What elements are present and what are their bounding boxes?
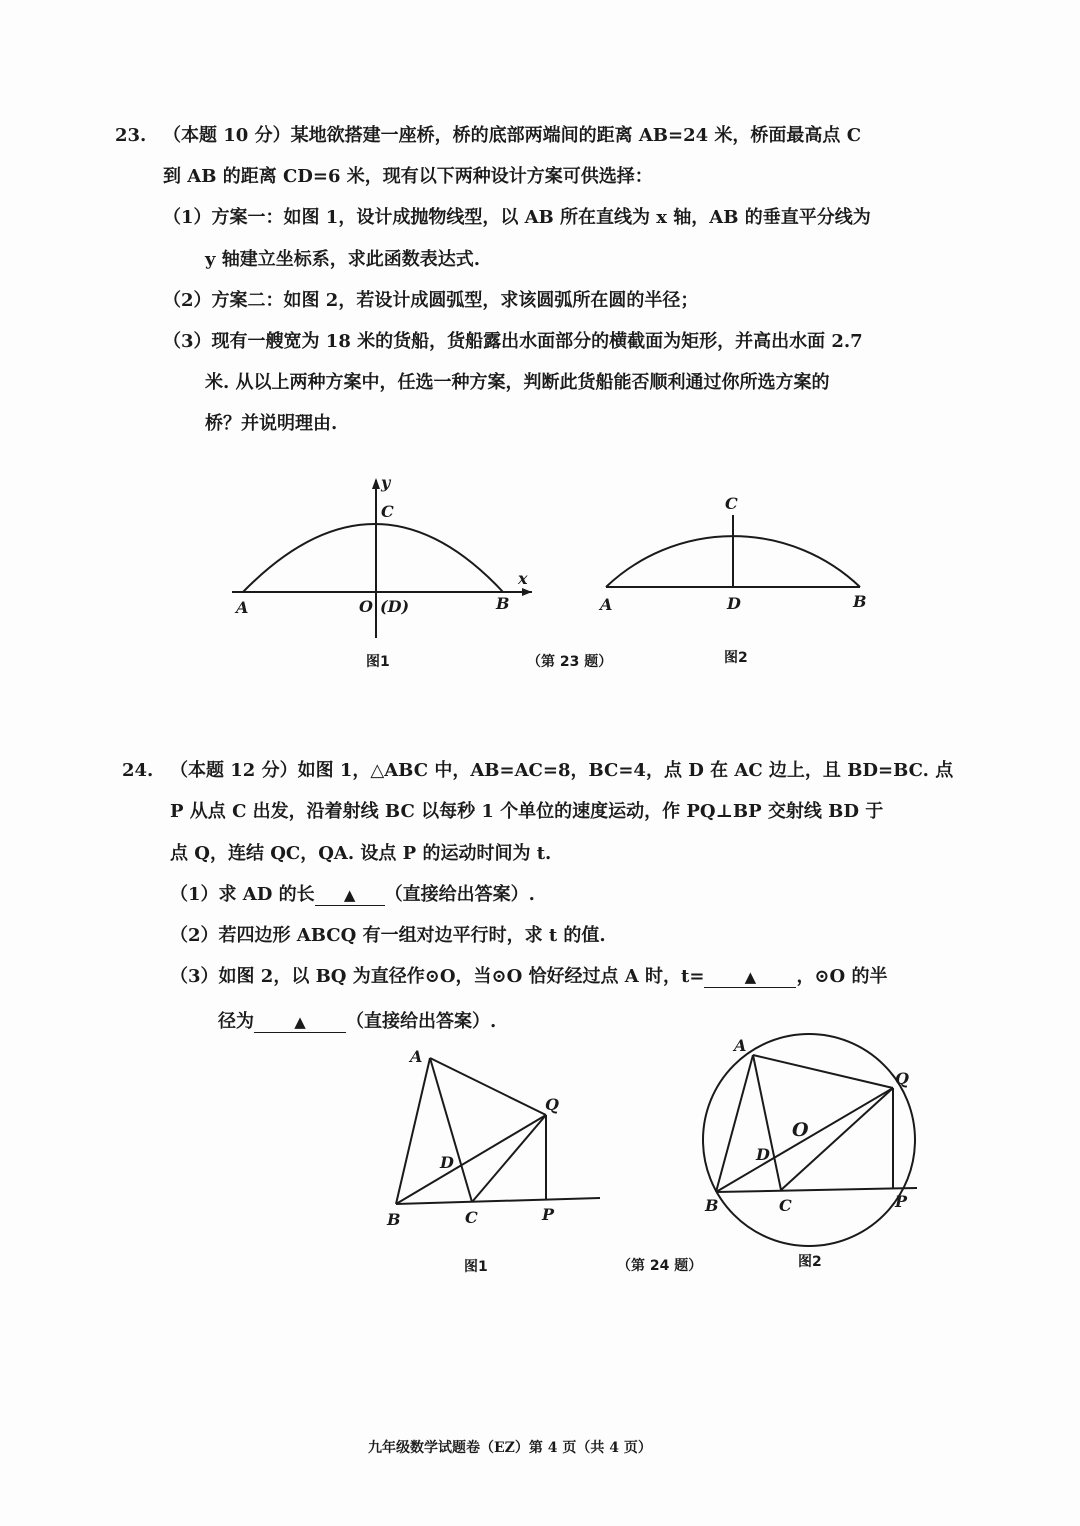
q24-part-3-text: （3）如图 2，以 BQ 为直径作⊙O，当⊙O 恰好经过点 A 时，t= bbox=[170, 966, 705, 987]
ray-BC bbox=[396, 1198, 600, 1204]
fig2-label-D: D bbox=[727, 594, 741, 613]
q24-fig2-label-B: B bbox=[705, 1196, 719, 1215]
q23-part-2: （2）方案二：如图 2，若设计成圆弧型，求该圆弧所在圆的半径； bbox=[163, 290, 699, 311]
segment-QA bbox=[430, 1058, 546, 1115]
q24-part-1-tail: （直接给出答案）. bbox=[384, 884, 535, 905]
q23-figure-caption: （第 23 题） bbox=[527, 654, 613, 670]
q24-part-3-cont-text: 径为 bbox=[218, 1011, 254, 1032]
q24-stem-1: （本题 12 分）如图 1，△ABC 中，AB=AC=8，BC=4，点 D 在 AC 边上，且 BD=BC. 点 bbox=[170, 760, 954, 781]
segment-QC bbox=[472, 1115, 546, 1202]
q24-part-2: （2）若四边形 ABCQ 有一组对边平行时，求 t 的值. bbox=[170, 925, 606, 946]
side-AB bbox=[716, 1055, 753, 1192]
fig1-label-O: O bbox=[359, 597, 373, 616]
q24-number: 24. bbox=[122, 760, 154, 781]
q24-fig2-label-O: O bbox=[792, 1119, 809, 1141]
answer-blank-t: ▲ bbox=[704, 967, 796, 988]
q23-part-1: （1）方案一：如图 1，设计成抛物线型，以 AB 所在直线为 x 轴，AB 的垂直平分线为 bbox=[163, 207, 871, 228]
q23-part-3-cont-1: 米. 从以上两种方案中，任选一种方案，判断此货船能否顺利通过你所选方案的 bbox=[205, 372, 830, 393]
q23-part-3: （3）现有一艘宽为 18 米的货船，货船露出水面部分的横截面为矩形，并高出水面 2.7 bbox=[163, 331, 863, 352]
q24-fig2-caption: 图2 bbox=[798, 1254, 822, 1270]
q24-figure-2 bbox=[703, 1034, 917, 1246]
fig2-label-B: B bbox=[853, 592, 867, 611]
answer-blank-ad: ▲ bbox=[315, 885, 385, 906]
q24-part-3-cont-tail: （直接给出答案）. bbox=[346, 1011, 497, 1032]
answer-blank-radius: ▲ bbox=[254, 1012, 346, 1033]
q24-fig1-label-D: D bbox=[440, 1153, 454, 1172]
fig2-label-A: A bbox=[600, 595, 613, 614]
q23-stem-1: （本题 10 分）某地欲搭建一座桥，桥的底部两端间的距离 AB=24 米，桥面最高点 C bbox=[163, 125, 862, 146]
fig2-caption: 图2 bbox=[724, 650, 748, 666]
page-footer: 九年级数学试题卷（EZ）第 4 页（共 4 页） bbox=[368, 1440, 652, 1456]
q24-figure-1 bbox=[396, 1058, 600, 1204]
fig1-caption: 图1 bbox=[366, 654, 390, 670]
q24-fig1-label-A: A bbox=[410, 1047, 423, 1066]
q23-number: 23. bbox=[115, 125, 147, 146]
fig1-label-A: A bbox=[236, 598, 249, 617]
q24-line-3: 点 Q，连结 QC，QA. 设点 P 的运动时间为 t. bbox=[170, 843, 552, 864]
q24-fig2-label-P: P bbox=[895, 1192, 908, 1211]
q23-part-3-cont-2: 桥？并说明理由. bbox=[205, 413, 338, 434]
q24-fig1-label-Q: Q bbox=[545, 1095, 559, 1114]
q24-fig2-label-A: A bbox=[734, 1036, 747, 1055]
circle-O bbox=[703, 1034, 915, 1246]
fig1-label-C: C bbox=[381, 502, 394, 521]
fig2-label-C: C bbox=[725, 494, 738, 513]
q24-part-3-tail: ，⊙O 的半 bbox=[796, 966, 888, 987]
q24-part-1-text: （1）求 AD 的长 bbox=[170, 884, 315, 905]
q24-line-2: P 从点 C 出发，沿着射线 BC 以每秒 1 个单位的速度运动，作 PQ⊥BP 交射线 BD 于 bbox=[170, 801, 884, 822]
q24-fig2-label-D: D bbox=[756, 1145, 770, 1164]
fig1-label-B: B bbox=[496, 594, 510, 613]
q24-fig2-label-Q: Q bbox=[895, 1069, 909, 1088]
q24-fig1-label-C: C bbox=[465, 1208, 478, 1227]
q23-part-1-cont: y 轴建立坐标系，求此函数表达式. bbox=[205, 249, 480, 270]
q23-line-2: 到 AB 的距离 CD=6 米，现有以下两种设计方案可供选择： bbox=[163, 166, 653, 187]
side-AC bbox=[753, 1055, 781, 1190]
fig1-label-D: (D) bbox=[380, 597, 410, 616]
q24-fig1-caption: 图1 bbox=[464, 1259, 488, 1275]
side-AB bbox=[396, 1058, 430, 1204]
q24-figure-caption: （第 24 题） bbox=[617, 1258, 703, 1274]
q24-fig1-label-B: B bbox=[387, 1210, 401, 1229]
segment-QA bbox=[753, 1055, 893, 1088]
fig1-label-y: y bbox=[381, 473, 391, 492]
ray-BQ bbox=[396, 1115, 546, 1204]
q24-fig2-label-C: C bbox=[779, 1196, 792, 1215]
ray-BC bbox=[716, 1188, 917, 1192]
q24-fig1-label-P: P bbox=[542, 1205, 555, 1224]
fig1-label-x: x bbox=[518, 569, 528, 588]
